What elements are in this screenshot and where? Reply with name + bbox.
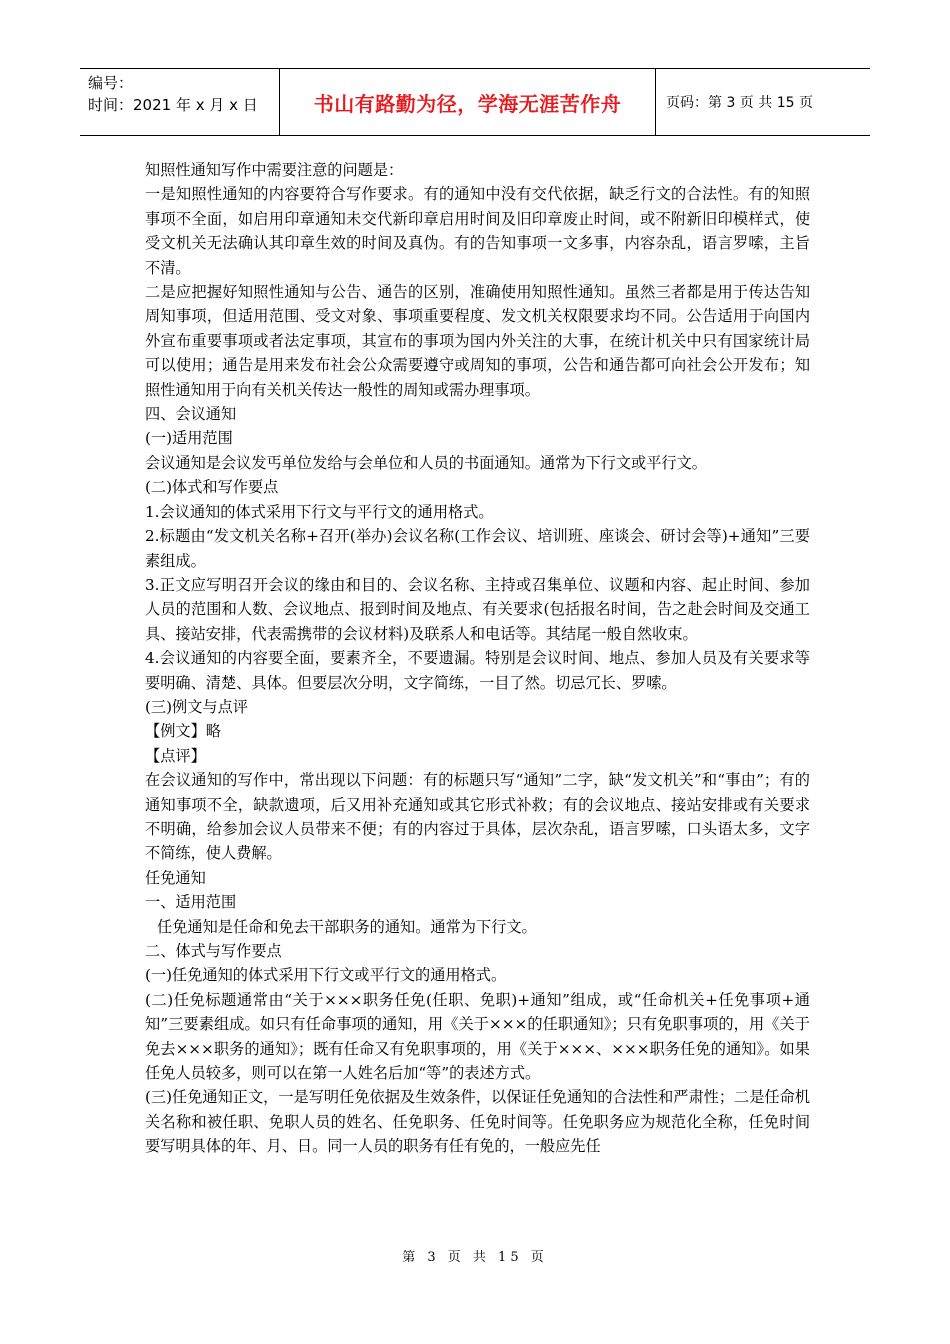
list-item: 1.会议通知的体式采用下行文与平行文的通用格式。 bbox=[145, 502, 494, 521]
header-page-number: 页码：第 3 页 共 15 页 bbox=[666, 95, 813, 111]
paragraph: 会议通知是会议发丐单位发给与会单位和人员的书面通知。通常为下行文或平行文。 bbox=[145, 453, 707, 472]
document-date: 时间：2021 年 x 月 x 日 bbox=[88, 96, 258, 114]
section-heading: 任免通知 bbox=[145, 868, 206, 887]
list-item: (一)任免通知的体式采用下行文或平行文的通用格式。 bbox=[145, 966, 507, 985]
document-number: 编号： bbox=[88, 74, 134, 92]
paragraph: 任免通知是任命和免去干部职务的通知。通常为下行文。 bbox=[157, 917, 537, 936]
page-header bbox=[80, 68, 870, 136]
example-label: 【例文】略 bbox=[145, 722, 221, 741]
section-heading: 四、会议通知 bbox=[145, 405, 237, 424]
list-item: 3.正文应写明召开会议的缘由和目的、会议名称、主持或召集单位、议题和内容、起止时间、参加人员的范围和人数、会议地点、报到时间及地点、有关要求(包括报名时间，告之赴会时间及交通工具、接站安排，代表需携带的会议材料)及联系人和电话等。其结尾一般自然收束。 bbox=[145, 575, 810, 643]
header-meta bbox=[80, 69, 280, 135]
paragraph: 知照性通知写作中需要注意的问题是： bbox=[145, 161, 404, 179]
document-body bbox=[145, 158, 810, 1159]
page-footer: 第 3 页 共 15 页 bbox=[402, 1250, 548, 1265]
comment-label: 【点评】 bbox=[145, 746, 206, 765]
list-item: (三)任免通知正文，一是写明任免依据及生效条件，以保证任免通知的合法性和严肃性；二是任命机关名称和被任职、免职人员的姓名、任免职务、任免时间等。任免职务应为规范化全称，任免时间要写明具体的年、月、日。同一人员的职务有任有免的，一般应先任 bbox=[145, 1088, 810, 1156]
paragraph: 在会议通知的写作中，常出现以下问题：有的标题只写“通知”二字，缺“发文机关”和“事由”；有的通知事项不全，缺款遗项，后又用补充通知或其它形式补救；有的会议地点、接站安排或有关要求不明确，给参加会议人员带来不便；有的内容过于具体，层次杂乱，语言罗嗦，口头语太多，文字不简练，使人费解。 bbox=[145, 771, 810, 863]
paragraph: 二是应把握好知照性通知与公告、通告的区别，准确使用知照性通知。虽然三者都是用于传达告知周知事项，但适用范围、受文对象、事项重要程度、发文机关权限要求均不同。公告适用于向国内外宣布重要事项或者法定事项，其宣布的事项为国内外关注的大事，在统计机关中只有国家统计局可以使用；通告是用来发布社会公众需要遵守或周知的事项，公告和通告都可向社会公开发布；知照性通知用于向有关机关传达一般性的周知或需办理事项。 bbox=[145, 283, 810, 399]
list-item: 4.会议通知的内容要全面，要素齐全，不要遗漏。特别是会议时间、地点、参加人员及有关要求等要明确、清楚、具体。但要层次分明，文字简练，一目了然。切忌冗长、罗嗦。 bbox=[145, 649, 810, 692]
subsection-heading: (一)适用范围 bbox=[145, 429, 233, 448]
header-slogan: 书山有路勤为径，学海无涯苦作舟 bbox=[280, 69, 656, 135]
paragraph: 一是知照性通知的内容要符合写作要求。有的通知中没有交代依据，缺乏行文的合法性。有的知照事项不全面，如启用印章通知未交代新印章启用时间及旧印章废止时间，或不附新旧印模样式，使受文机关无法确认其印章生效的时间及真伪。有的告知事项一文多事，内容杂乱，语言罗嗦，主旨不清。 bbox=[145, 185, 810, 277]
list-item: 2.标题由“发文机关名称+召开(举办)会议名称(工作会议、培训班、座谈会、研讨会等)+通知”三要素组成。 bbox=[145, 527, 810, 570]
subsection-heading: 二、体式与写作要点 bbox=[145, 942, 282, 960]
subsection-heading: (二)体式和写作要点 bbox=[145, 478, 279, 497]
subsection-heading: 一、适用范围 bbox=[145, 893, 237, 912]
subsection-heading: (三)例文与点评 bbox=[145, 697, 248, 716]
list-item: (二)任免标题通常由“关于×××职务任免(任职、免职)+通知”组成，或“任命机关+任免事项+通知”三要素组成。如只有任命事项的通知，用《关于×××的任职通知》；只有免职事项的，用《关于免去×××职务的通知》；既有任命又有免职事项的，用《关于×××、×××职务任免的通知》。如果任免人员较多，则可以在第一人姓名后加“等”的表述方式。 bbox=[145, 990, 810, 1083]
